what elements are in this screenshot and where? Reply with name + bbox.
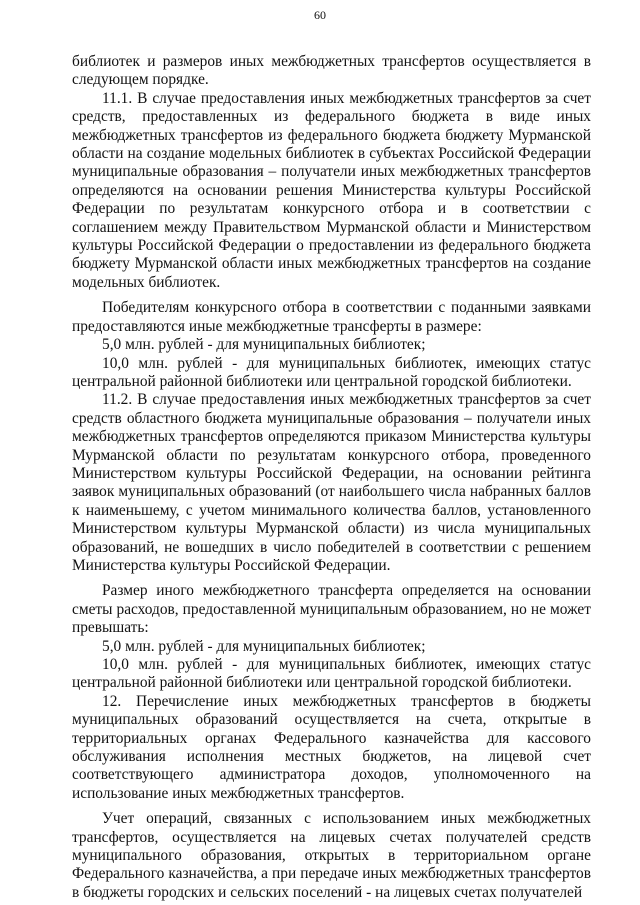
paragraph-limit-central: 10,0 млн. рублей - для муниципальных библиотек, имеющих статус центральной районной библиотеки или центральной городской библиотеки. xyxy=(72,656,591,692)
paragraph-11-1: 11.1. В случае предоставления иных межбюджетных трансфертов за счет средств, предоставленных из федерального бюджета в виде иных межбюджетных трансфертов из федерального бюджета бюджету Мурманской области на создание модельных библиотек в субъектах Российской Федерации муниципальные образования – получатели иных межбюджетных трансфертов определяются на основании решения Министерства культуры Российской Федерации по результатам конкурсного отбора и в соответствии с соглашением между Правительством Мурманской области и Министерством культуры Российской Федерации о предоставлении из федерального бюджета бюджету Мурманской области иных межбюджетных трансфертов на создание модельных библиотек. xyxy=(72,89,591,291)
paragraph-limit-municipal: 5,0 млн. рублей - для муниципальных библиотек; xyxy=(102,637,426,655)
paragraph-accounting: Учет операций, связанных с использованием иных межбюджетных трансфертов, осуществляется на лицевых счетах получателей средств муниципального образования, открытых в территориальном органе Федерального казначейства, а при передаче иных межбюджетных трансфертов в бюджеты городских и сельских поселений - на лицевых счетах получателей xyxy=(72,810,591,901)
paragraph-11-2: 11.2. В случае предоставления иных межбюджетных трансфертов за счет средств областного бюджета муниципальные образования – получатели иных межбюджетных трансфертов определяются приказом Министерства культуры Мурманской области по результатам конкурсного отбора, проведенного Министерством культуры Российской Федерации, на основании рейтинга заявок муниципальных образований (от наибольшего числа набранных баллов к наименьшему, с учетом минимального количества баллов, установленного Министерством культуры Мурманской области) из числа муниципальных образований, не вошедших в число победителей в соответствии с решением Министерства культуры Российской Федерации. xyxy=(72,391,591,574)
paragraph-winners: Победителям конкурсного отбора в соответствии с поданными заявками предоставляются иные межбюджетные трансферты в размере: xyxy=(72,299,591,335)
paragraph-transfer-size: Размер иного межбюджетного трансферта определяется на основании сметы расходов, предоставленной муниципальным образованием, но не может превышать: xyxy=(72,582,591,637)
paragraph-continuation: библиотек и размеров иных межбюджетных трансфертов осуществляется в следующем порядке. xyxy=(72,53,591,89)
page-number: 60 xyxy=(314,8,326,22)
paragraph-amount-central: 10,0 млн. рублей - для муниципальных библиотек, имеющих статус центральной районной библиотеки или центральной городской библиотеки. xyxy=(72,354,591,390)
paragraph-12: 12. Перечисление иных межбюджетных трансфертов в бюджеты муниципальных образований осуществляется на счета, открытые в территориальных органах Федерального казначейства для кассового обслуживания исполнения местных бюджетов, на лицевой счет соответствующего администратора доходов, уполномоченного на использование иных межбюджетных трансфертов. xyxy=(72,692,591,802)
paragraph-amount-municipal: 5,0 млн. рублей - для муниципальных библиотек; xyxy=(102,336,426,354)
document-body xyxy=(72,53,591,902)
